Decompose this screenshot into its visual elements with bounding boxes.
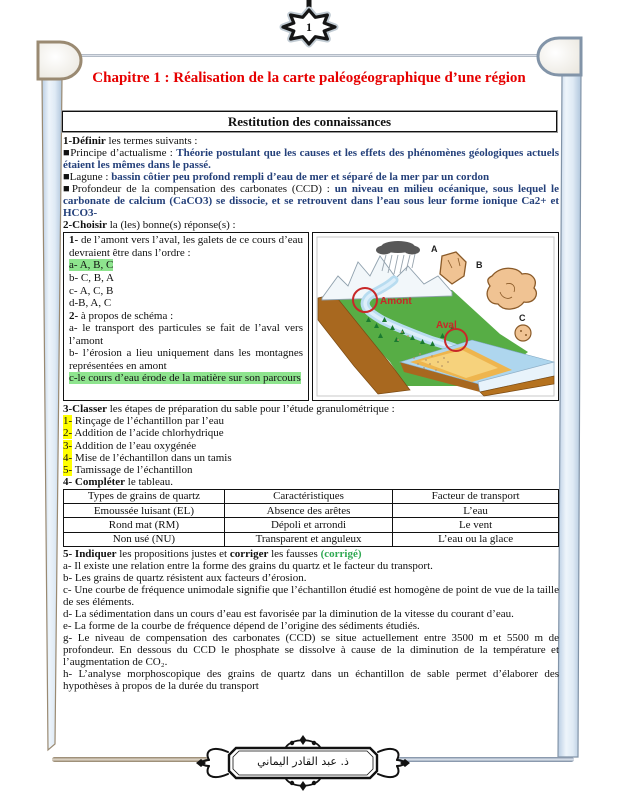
q2-option: b- l’érosion a lieu uniquement dans les montagnes représentées en amont (69, 347, 303, 372)
q2-option: c-le cours d’eau érode de la matière sur son parcours (69, 372, 301, 385)
q5-item: d- La sédimentation dans un cours d’eau est favorisée par la diminution de la vitesse du courant d’eau. (63, 608, 514, 621)
q3-heading: 3-Classer les étapes de préparation du sable pour l’étude granulométrique : (63, 403, 395, 416)
rock-c (515, 325, 531, 341)
table-header-row (64, 489, 559, 503)
q1-heading: 1-Définir les termes suivants : (63, 135, 198, 147)
section-heading-box (62, 111, 557, 132)
q2-option: d-B, A, C (69, 297, 112, 310)
table-row: Rond mat (RM) Dépoli et arrondi Le vent (64, 518, 559, 532)
q5-item: h- L’analyse morphoscopique des grains de quartz dans un échantillon de sable permet d’élaborer des hypothèses à propos de la durée du transport (63, 668, 559, 693)
q2-subquestion: 2- à propos de schéma : (69, 309, 174, 322)
q2-option: b- C, B, A (69, 272, 114, 285)
table-header-cell: Caractéristiques (224, 489, 392, 503)
q5-item: b- Les grains de quartz résistent aux facteurs d’érosion. (63, 571, 307, 584)
q2-option: c- A, C, B (69, 284, 114, 297)
q3-step: 1- Rinçage de l’échantillon par l’eau (63, 415, 224, 428)
teacher-name: ذ. عبد القادر اليماني (257, 755, 349, 768)
rock-b-label: B (476, 260, 483, 271)
q1-item: ■Profondeur de la compensation des carbonates (CCD) : un niveau en milieu océanique, sous lequel le carbonate de calcium (CaCO3) se dissocie, et se retrouvent dans l’eau sous leur forme ionique Ca2+ et HCO3- (63, 183, 559, 220)
q1-item: ■Principe d’actualisme : Théorie postulant que les causes et les effets des phénomènes géologiques actuels étaient les mêmes dans le passé. (63, 147, 560, 172)
top-divider (76, 54, 542, 57)
crown-ornament-icon (286, 779, 320, 791)
q3-step: 5- Tamissage de l’échantillon (63, 463, 193, 476)
section-heading: Restitution des connaissances (227, 114, 392, 129)
flourish-icon (196, 749, 228, 777)
table-header-cell: Types de grains de quartz (64, 489, 225, 503)
worksheet-content (63, 135, 559, 692)
q2-row (63, 232, 559, 401)
table-header-cell: Facteur de transport (393, 489, 559, 503)
footer-bar-left (52, 757, 208, 762)
q2-option: a- le transport des particules se fait de l’aval vers l’amont (69, 322, 303, 347)
q1-item: ■Lagune : bassin côtier peu profond rempli d’eau de mer et séparé de la mer par un cordon (63, 171, 490, 184)
q4-heading: 4- Compléter le tableau. (63, 475, 173, 488)
q2-options-box (63, 232, 309, 401)
footer-bar-right (398, 757, 574, 762)
downstream-label: Aval (436, 320, 457, 332)
q3-step: 3- Addition de l’eau oxygénée (63, 439, 197, 452)
q5-item: g- Le niveau de compensation des carbonates (CCD) se situe actuellement entre 3500 m et 5500 m de profondeur. En dessous du CCD le phosphate se dissolve à cause de la diminution de la température et l’augmentation de CO₂. (63, 632, 559, 669)
table-row: Emoussée luisant (EL) Absence des arêtes L’eau (64, 504, 559, 518)
svg-text:1: 1 (306, 20, 312, 34)
page-number-badge (283, 0, 335, 44)
quartz-table (63, 489, 559, 547)
q2-option: a- A, B, C (69, 259, 114, 272)
river-diagram (312, 232, 559, 401)
upstream-label: Amont (380, 296, 412, 308)
crown-ornament-icon (286, 735, 320, 747)
page-title: Chapitre 1 : Réalisation de la carte paléogéographique d’une région (92, 70, 526, 86)
q3-step: 4- Mise de l’échantillon dans un tamis (63, 451, 232, 464)
table-row: Non usé (NU) Transparent et anguleux L’eau ou la glace (64, 532, 559, 546)
flourish-icon (378, 749, 410, 777)
rock-c-label: C (519, 313, 526, 324)
q3-step: 2- Addition de l’acide chlorhydrique (63, 427, 224, 440)
q5-item: e- La forme de la courbe de fréquence dépend de l’origine des sédiments étudiés. (63, 620, 420, 633)
q5-item: c- Une courbe de fréquence unimodale signifie que l’échantillon étudié est homogène de point de vue de la taille de ses éléments. (63, 584, 559, 609)
q5-heading: 5- Indiquer les propositions justes et corriger les fausses (corrigé) (63, 547, 362, 560)
q5-item: a- Il existe une relation entre la forme des grains du quartz et le facteur du transport. (63, 559, 433, 572)
q2-heading: 2-Choisir la (les) bonne(s) réponse(s) : (63, 219, 236, 232)
rock-a-label: A (431, 244, 438, 255)
q2-subquestion: 1- de l’amont vers l’aval, les galets de ce cours d’eau devraient être dans l’ordre : (69, 234, 303, 259)
